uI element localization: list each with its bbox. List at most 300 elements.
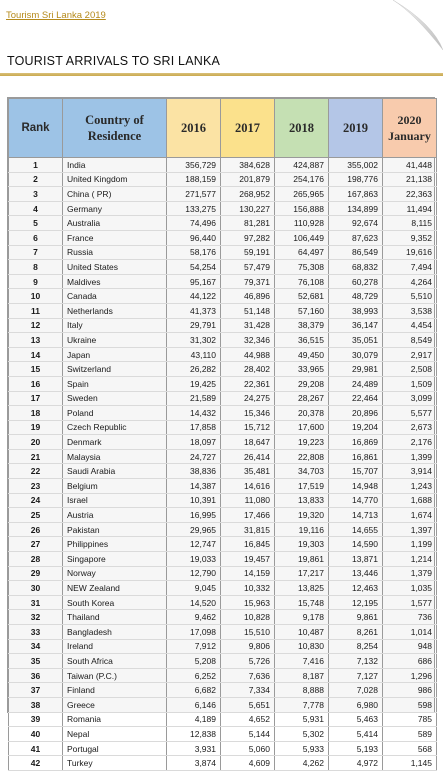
arrivals-2018-cell: 75,308 xyxy=(275,260,329,275)
country-cell: United States xyxy=(63,260,167,275)
arrivals-2018-cell: 8,187 xyxy=(275,668,329,683)
arrivals-2020-jan-cell: 22,363 xyxy=(383,187,437,202)
arrivals-2020-jan-cell: 736 xyxy=(383,610,437,625)
arrivals-2018-cell: 76,108 xyxy=(275,274,329,289)
arrivals-2018-cell: 5,931 xyxy=(275,712,329,727)
header-country-line1: Country of xyxy=(85,113,144,127)
arrivals-2017-cell: 7,636 xyxy=(221,668,275,683)
table-body xyxy=(9,158,437,771)
table-row xyxy=(9,756,437,771)
arrivals-2018-cell: 17,519 xyxy=(275,479,329,494)
country-cell: Norway xyxy=(63,566,167,581)
divider xyxy=(0,73,443,76)
rank-cell: 8 xyxy=(9,260,63,275)
table-row xyxy=(9,216,437,231)
arrivals-2020-jan-cell: 1,688 xyxy=(383,493,437,508)
arrivals-2020-jan-cell: 1,509 xyxy=(383,376,437,391)
table-row xyxy=(9,639,437,654)
arrivals-2018-cell: 20,378 xyxy=(275,406,329,421)
rank-cell: 38 xyxy=(9,697,63,712)
arrivals-2020-jan-cell: 598 xyxy=(383,697,437,712)
arrivals-2018-cell: 19,861 xyxy=(275,552,329,567)
table-row xyxy=(9,581,437,596)
arrivals-2019-cell: 87,623 xyxy=(329,230,383,245)
table-row xyxy=(9,333,437,348)
rank-cell: 29 xyxy=(9,566,63,581)
arrivals-2019-cell: 167,863 xyxy=(329,187,383,202)
country-cell: China ( PR) xyxy=(63,187,167,202)
arrivals-2017-cell: 35,481 xyxy=(221,464,275,479)
arrivals-2019-cell: 7,127 xyxy=(329,668,383,683)
arrivals-2020-jan-cell: 1,014 xyxy=(383,625,437,640)
arrivals-2017-cell: 384,628 xyxy=(221,158,275,173)
arrivals-2018-cell: 8,888 xyxy=(275,683,329,698)
rank-cell: 27 xyxy=(9,537,63,552)
arrivals-2018-cell: 424,887 xyxy=(275,158,329,173)
rank-cell: 4 xyxy=(9,201,63,216)
arrivals-2019-cell: 16,869 xyxy=(329,435,383,450)
arrivals-2020-jan-cell: 948 xyxy=(383,639,437,654)
header-2016: 2016 xyxy=(167,99,221,158)
arrivals-table xyxy=(8,98,437,771)
rank-cell: 41 xyxy=(9,741,63,756)
arrivals-2017-cell: 14,159 xyxy=(221,566,275,581)
country-cell: Italy xyxy=(63,318,167,333)
arrivals-2019-cell: 14,655 xyxy=(329,522,383,537)
country-cell: Canada xyxy=(63,289,167,304)
country-cell: Denmark xyxy=(63,435,167,450)
arrivals-2016-cell: 43,110 xyxy=(167,347,221,362)
country-cell: NEW Zealand xyxy=(63,581,167,596)
header-2020-line1: 2020 xyxy=(397,113,422,127)
arrivals-2017-cell: 51,148 xyxy=(221,303,275,318)
arrivals-2020-jan-cell: 4,454 xyxy=(383,318,437,333)
arrivals-2019-cell: 38,993 xyxy=(329,303,383,318)
arrivals-2020-jan-cell: 1,214 xyxy=(383,552,437,567)
header-2019: 2019 xyxy=(329,99,383,158)
arrivals-2016-cell: 19,033 xyxy=(167,552,221,567)
country-cell: Australia xyxy=(63,216,167,231)
arrivals-2020-jan-cell: 589 xyxy=(383,727,437,742)
arrivals-2017-cell: 24,275 xyxy=(221,391,275,406)
arrivals-2018-cell: 19,320 xyxy=(275,508,329,523)
arrivals-2016-cell: 96,440 xyxy=(167,230,221,245)
header-2020-line2: January xyxy=(388,129,431,143)
table-row xyxy=(9,406,437,421)
arrivals-2016-cell: 31,302 xyxy=(167,333,221,348)
rank-cell: 33 xyxy=(9,625,63,640)
rank-cell: 18 xyxy=(9,406,63,421)
header-rank: Rank xyxy=(9,99,63,158)
arrivals-2016-cell: 6,682 xyxy=(167,683,221,698)
arrivals-2017-cell: 15,510 xyxy=(221,625,275,640)
arrivals-2016-cell: 6,252 xyxy=(167,668,221,683)
rank-cell: 36 xyxy=(9,668,63,683)
arrivals-2019-cell: 35,051 xyxy=(329,333,383,348)
country-cell: Finland xyxy=(63,683,167,698)
table-row xyxy=(9,668,437,683)
arrivals-2019-cell: 8,254 xyxy=(329,639,383,654)
arrivals-2020-jan-cell: 2,508 xyxy=(383,362,437,377)
arrivals-2020-jan-cell: 2,673 xyxy=(383,420,437,435)
country-cell: Spain xyxy=(63,376,167,391)
arrivals-2019-cell: 134,899 xyxy=(329,201,383,216)
arrivals-2020-jan-cell: 1,199 xyxy=(383,537,437,552)
arrivals-2017-cell: 201,879 xyxy=(221,172,275,187)
arrivals-2019-cell: 5,463 xyxy=(329,712,383,727)
arrivals-2017-cell: 15,712 xyxy=(221,420,275,435)
arrivals-2017-cell: 59,191 xyxy=(221,245,275,260)
arrivals-2019-cell: 68,832 xyxy=(329,260,383,275)
arrivals-2016-cell: 188,159 xyxy=(167,172,221,187)
arrivals-2017-cell: 28,402 xyxy=(221,362,275,377)
arrivals-2019-cell: 16,861 xyxy=(329,449,383,464)
arrivals-2019-cell: 14,590 xyxy=(329,537,383,552)
arrivals-2018-cell: 33,965 xyxy=(275,362,329,377)
country-cell: Maldives xyxy=(63,274,167,289)
arrivals-2020-jan-cell: 41,448 xyxy=(383,158,437,173)
arrivals-2017-cell: 97,282 xyxy=(221,230,275,245)
arrivals-2016-cell: 9,045 xyxy=(167,581,221,596)
arrivals-2018-cell: 38,379 xyxy=(275,318,329,333)
table-row xyxy=(9,654,437,669)
arrivals-2020-jan-cell: 19,616 xyxy=(383,245,437,260)
country-cell: Israel xyxy=(63,493,167,508)
tourism-sri-lanka-link[interactable]: Tourism Sri Lanka 2019 xyxy=(6,10,106,21)
arrivals-2016-cell: 5,208 xyxy=(167,654,221,669)
country-cell: Pakistan xyxy=(63,522,167,537)
arrivals-2017-cell: 79,371 xyxy=(221,274,275,289)
table-row xyxy=(9,464,437,479)
table-row xyxy=(9,552,437,567)
arrivals-2018-cell: 7,778 xyxy=(275,697,329,712)
table-row xyxy=(9,449,437,464)
arrivals-2019-cell: 86,549 xyxy=(329,245,383,260)
rank-cell: 2 xyxy=(9,172,63,187)
arrivals-2019-cell: 19,204 xyxy=(329,420,383,435)
table-row xyxy=(9,625,437,640)
rank-cell: 7 xyxy=(9,245,63,260)
arrivals-2020-jan-cell: 7,494 xyxy=(383,260,437,275)
country-cell: Germany xyxy=(63,201,167,216)
table-row xyxy=(9,391,437,406)
arrivals-2018-cell: 4,262 xyxy=(275,756,329,771)
arrivals-2019-cell: 9,861 xyxy=(329,610,383,625)
table-row xyxy=(9,727,437,742)
header-2017: 2017 xyxy=(221,99,275,158)
rank-cell: 1 xyxy=(9,158,63,173)
arrivals-2018-cell: 19,223 xyxy=(275,435,329,450)
arrivals-2017-cell: 32,346 xyxy=(221,333,275,348)
arrivals-2016-cell: 95,167 xyxy=(167,274,221,289)
rank-cell: 35 xyxy=(9,654,63,669)
arrivals-2016-cell: 38,836 xyxy=(167,464,221,479)
arrivals-2020-jan-cell: 4,264 xyxy=(383,274,437,289)
arrivals-2018-cell: 13,833 xyxy=(275,493,329,508)
arrivals-2018-cell: 28,267 xyxy=(275,391,329,406)
header-2020-january xyxy=(383,99,437,158)
arrivals-2016-cell: 4,189 xyxy=(167,712,221,727)
table-row xyxy=(9,362,437,377)
table-row xyxy=(9,610,437,625)
table-row xyxy=(9,595,437,610)
country-cell: Poland xyxy=(63,406,167,421)
arrivals-2016-cell: 17,098 xyxy=(167,625,221,640)
arrivals-2018-cell: 110,928 xyxy=(275,216,329,231)
arrivals-2016-cell: 356,729 xyxy=(167,158,221,173)
table-row xyxy=(9,712,437,727)
arrivals-2017-cell: 130,227 xyxy=(221,201,275,216)
arrivals-2020-jan-cell: 986 xyxy=(383,683,437,698)
page-title: TOURIST ARRIVALS TO SRI LANKA xyxy=(7,54,221,68)
arrivals-2017-cell: 14,616 xyxy=(221,479,275,494)
arrivals-2019-cell: 7,028 xyxy=(329,683,383,698)
arrivals-2016-cell: 44,122 xyxy=(167,289,221,304)
arrivals-2018-cell: 10,830 xyxy=(275,639,329,654)
rank-cell: 23 xyxy=(9,479,63,494)
arrivals-2016-cell: 7,912 xyxy=(167,639,221,654)
arrivals-2018-cell: 15,748 xyxy=(275,595,329,610)
country-cell: Ireland xyxy=(63,639,167,654)
rank-cell: 6 xyxy=(9,230,63,245)
arrivals-2016-cell: 29,791 xyxy=(167,318,221,333)
rank-cell: 5 xyxy=(9,216,63,231)
rank-cell: 14 xyxy=(9,347,63,362)
table-row xyxy=(9,522,437,537)
arrivals-2018-cell: 64,497 xyxy=(275,245,329,260)
arrivals-2016-cell: 58,176 xyxy=(167,245,221,260)
arrivals-2018-cell: 29,208 xyxy=(275,376,329,391)
table-row xyxy=(9,347,437,362)
arrivals-2016-cell: 26,282 xyxy=(167,362,221,377)
rank-cell: 20 xyxy=(9,435,63,450)
table-row xyxy=(9,508,437,523)
arrivals-2019-cell: 12,463 xyxy=(329,581,383,596)
arrivals-2017-cell: 10,332 xyxy=(221,581,275,596)
country-cell: Philippines xyxy=(63,537,167,552)
table-row xyxy=(9,479,437,494)
arrivals-2019-cell: 355,002 xyxy=(329,158,383,173)
arrivals-2017-cell: 5,726 xyxy=(221,654,275,669)
arrivals-2017-cell: 5,144 xyxy=(221,727,275,742)
arrivals-2017-cell: 15,963 xyxy=(221,595,275,610)
arrivals-2018-cell: 34,703 xyxy=(275,464,329,479)
arrivals-2017-cell: 81,281 xyxy=(221,216,275,231)
arrivals-2019-cell: 5,414 xyxy=(329,727,383,742)
page-curl-icon xyxy=(393,0,443,50)
arrivals-2019-cell: 48,729 xyxy=(329,289,383,304)
table-row xyxy=(9,201,437,216)
rank-cell: 17 xyxy=(9,391,63,406)
table-row xyxy=(9,537,437,552)
arrivals-2018-cell: 5,302 xyxy=(275,727,329,742)
arrivals-2017-cell: 5,060 xyxy=(221,741,275,756)
country-cell: Austria xyxy=(63,508,167,523)
arrivals-2018-cell: 10,487 xyxy=(275,625,329,640)
arrivals-2017-cell: 9,806 xyxy=(221,639,275,654)
rank-cell: 39 xyxy=(9,712,63,727)
arrivals-2017-cell: 57,479 xyxy=(221,260,275,275)
arrivals-2017-cell: 44,988 xyxy=(221,347,275,362)
rank-cell: 24 xyxy=(9,493,63,508)
country-cell: Thailand xyxy=(63,610,167,625)
table-row xyxy=(9,566,437,581)
header-country-line2: Residence xyxy=(87,129,142,143)
arrivals-2020-jan-cell: 5,577 xyxy=(383,406,437,421)
country-cell: Netherlands xyxy=(63,303,167,318)
arrivals-2018-cell: 17,600 xyxy=(275,420,329,435)
arrivals-2019-cell: 198,776 xyxy=(329,172,383,187)
arrivals-2017-cell: 46,896 xyxy=(221,289,275,304)
table-row xyxy=(9,289,437,304)
table-row xyxy=(9,493,437,508)
arrivals-2016-cell: 12,747 xyxy=(167,537,221,552)
country-cell: South Africa xyxy=(63,654,167,669)
country-cell: Nepal xyxy=(63,727,167,742)
country-cell: Sweden xyxy=(63,391,167,406)
table-row xyxy=(9,697,437,712)
arrivals-2016-cell: 12,790 xyxy=(167,566,221,581)
rank-cell: 12 xyxy=(9,318,63,333)
rank-cell: 26 xyxy=(9,522,63,537)
arrivals-2020-jan-cell: 3,099 xyxy=(383,391,437,406)
arrivals-2020-jan-cell: 1,397 xyxy=(383,522,437,537)
rank-cell: 3 xyxy=(9,187,63,202)
rank-cell: 22 xyxy=(9,464,63,479)
arrivals-2019-cell: 20,896 xyxy=(329,406,383,421)
country-cell: Singapore xyxy=(63,552,167,567)
arrivals-2018-cell: 13,825 xyxy=(275,581,329,596)
arrivals-2020-jan-cell: 8,115 xyxy=(383,216,437,231)
arrivals-2018-cell: 49,450 xyxy=(275,347,329,362)
arrivals-2019-cell: 92,674 xyxy=(329,216,383,231)
table-row xyxy=(9,274,437,289)
arrivals-2016-cell: 17,858 xyxy=(167,420,221,435)
arrivals-2016-cell: 10,391 xyxy=(167,493,221,508)
country-cell: Saudi Arabia xyxy=(63,464,167,479)
header-row xyxy=(9,99,437,158)
arrivals-2019-cell: 7,132 xyxy=(329,654,383,669)
arrivals-2020-jan-cell: 1,577 xyxy=(383,595,437,610)
table-row xyxy=(9,435,437,450)
arrivals-2016-cell: 3,931 xyxy=(167,741,221,756)
arrivals-2016-cell: 24,727 xyxy=(167,449,221,464)
table-row xyxy=(9,741,437,756)
table-row xyxy=(9,187,437,202)
arrivals-2020-jan-cell: 1,243 xyxy=(383,479,437,494)
arrivals-2019-cell: 4,972 xyxy=(329,756,383,771)
rank-cell: 34 xyxy=(9,639,63,654)
arrivals-2017-cell: 7,334 xyxy=(221,683,275,698)
arrivals-2017-cell: 31,815 xyxy=(221,522,275,537)
arrivals-2020-jan-cell: 785 xyxy=(383,712,437,727)
arrivals-2019-cell: 15,707 xyxy=(329,464,383,479)
arrivals-2018-cell: 7,416 xyxy=(275,654,329,669)
rank-cell: 32 xyxy=(9,610,63,625)
rank-cell: 21 xyxy=(9,449,63,464)
table-row xyxy=(9,376,437,391)
arrivals-2016-cell: 41,373 xyxy=(167,303,221,318)
country-cell: Russia xyxy=(63,245,167,260)
arrivals-2016-cell: 14,432 xyxy=(167,406,221,421)
arrivals-2018-cell: 52,681 xyxy=(275,289,329,304)
arrivals-2019-cell: 5,193 xyxy=(329,741,383,756)
country-cell: India xyxy=(63,158,167,173)
arrivals-2016-cell: 133,275 xyxy=(167,201,221,216)
rank-cell: 9 xyxy=(9,274,63,289)
rank-cell: 15 xyxy=(9,362,63,377)
header-2018: 2018 xyxy=(275,99,329,158)
arrivals-2019-cell: 8,261 xyxy=(329,625,383,640)
rank-cell: 37 xyxy=(9,683,63,698)
arrivals-2016-cell: 271,577 xyxy=(167,187,221,202)
arrivals-2020-jan-cell: 2,917 xyxy=(383,347,437,362)
country-cell: Malaysia xyxy=(63,449,167,464)
arrivals-2020-jan-cell: 1,674 xyxy=(383,508,437,523)
arrivals-2017-cell: 10,828 xyxy=(221,610,275,625)
arrivals-2017-cell: 26,414 xyxy=(221,449,275,464)
arrivals-2016-cell: 29,965 xyxy=(167,522,221,537)
country-cell: Ukraine xyxy=(63,333,167,348)
arrivals-2017-cell: 16,845 xyxy=(221,537,275,552)
table-row xyxy=(9,245,437,260)
rank-cell: 16 xyxy=(9,376,63,391)
arrivals-2019-cell: 30,079 xyxy=(329,347,383,362)
arrivals-2020-jan-cell: 8,549 xyxy=(383,333,437,348)
arrivals-2016-cell: 3,874 xyxy=(167,756,221,771)
arrivals-2019-cell: 6,980 xyxy=(329,697,383,712)
arrivals-2018-cell: 22,808 xyxy=(275,449,329,464)
arrivals-2020-jan-cell: 568 xyxy=(383,741,437,756)
arrivals-2016-cell: 6,146 xyxy=(167,697,221,712)
arrivals-2020-jan-cell: 2,176 xyxy=(383,435,437,450)
arrivals-2020-jan-cell: 1,035 xyxy=(383,581,437,596)
country-cell: South Korea xyxy=(63,595,167,610)
arrivals-2017-cell: 5,651 xyxy=(221,697,275,712)
arrivals-2020-jan-cell: 5,510 xyxy=(383,289,437,304)
arrivals-2019-cell: 22,464 xyxy=(329,391,383,406)
arrivals-2020-jan-cell: 3,914 xyxy=(383,464,437,479)
arrivals-2020-jan-cell: 3,538 xyxy=(383,303,437,318)
arrivals-2018-cell: 19,303 xyxy=(275,537,329,552)
arrivals-2017-cell: 31,428 xyxy=(221,318,275,333)
arrivals-2016-cell: 16,995 xyxy=(167,508,221,523)
arrivals-2020-jan-cell: 686 xyxy=(383,654,437,669)
arrivals-2020-jan-cell: 1,296 xyxy=(383,668,437,683)
arrivals-2017-cell: 11,080 xyxy=(221,493,275,508)
arrivals-2020-jan-cell: 21,138 xyxy=(383,172,437,187)
arrivals-2020-jan-cell: 1,145 xyxy=(383,756,437,771)
country-cell: Romania xyxy=(63,712,167,727)
arrivals-2019-cell: 13,446 xyxy=(329,566,383,581)
arrivals-2018-cell: 17,217 xyxy=(275,566,329,581)
arrivals-2019-cell: 13,871 xyxy=(329,552,383,567)
arrivals-2016-cell: 18,097 xyxy=(167,435,221,450)
country-cell: United Kingdom xyxy=(63,172,167,187)
arrivals-2017-cell: 4,609 xyxy=(221,756,275,771)
rank-cell: 40 xyxy=(9,727,63,742)
arrivals-2018-cell: 156,888 xyxy=(275,201,329,216)
arrivals-2016-cell: 14,387 xyxy=(167,479,221,494)
table-row xyxy=(9,318,437,333)
arrivals-2019-cell: 36,147 xyxy=(329,318,383,333)
arrivals-2017-cell: 268,952 xyxy=(221,187,275,202)
arrivals-2017-cell: 15,346 xyxy=(221,406,275,421)
table-row xyxy=(9,260,437,275)
table-row xyxy=(9,172,437,187)
country-cell: France xyxy=(63,230,167,245)
table-row xyxy=(9,158,437,173)
